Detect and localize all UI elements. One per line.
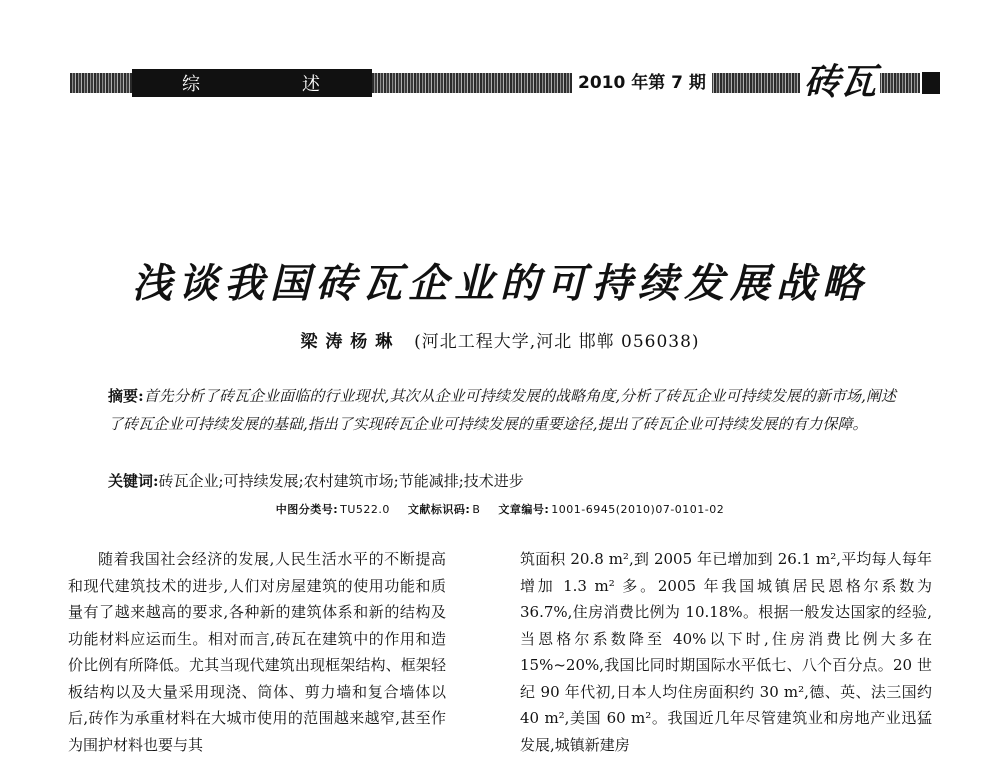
author-line xyxy=(0,327,1000,352)
issue-number: 2010 年第 7 期 xyxy=(572,70,712,96)
journal-logo: 砖瓦 xyxy=(800,60,880,104)
clc-label: 中图分类号: xyxy=(275,503,339,516)
article-no-value: 1001-6945(2010)07-0101-02 xyxy=(551,503,725,516)
header-stripe-left xyxy=(70,73,132,93)
doc-code-value: B xyxy=(472,503,481,516)
author-affiliation: (河北工程大学,河北 邯郸 056038) xyxy=(414,332,700,352)
article-title: 浅谈我国砖瓦企业的可持续发展战略 xyxy=(132,260,868,307)
header-band xyxy=(70,61,940,103)
body-column-left: 随着我国社会经济的发展,人民生活水平的不断提高和现代建筑技术的进步,人们对房屋建筑的使用功能和质量有了越来越高的要求,各种新的建筑体系和新的结构及功能材料应运而生。相对而言,砖瓦在建筑中的作用和造价比例有所降低。尤其当现代建筑出现框架结构、框架轻板结构以及大量采用现浇、筒体、剪力墙和复合墙体以后,砖作为承重材料在大城市使用的范围越来越窄,甚至作为围护材料也要与其 xyxy=(68,550,446,754)
classification-line xyxy=(0,501,1000,517)
abstract-label: 摘要: xyxy=(108,387,144,405)
author-names: 梁 涛 杨 琳 xyxy=(300,332,394,352)
abstract xyxy=(108,382,896,438)
section-label-char-2: 述 xyxy=(302,74,322,95)
body-column-right: 筑面积 20.8 m²,到 2005 年已增加到 26.1 m²,平均每人每年增加 1.3 m² 多。2005 年我国城镇居民恩格尔系数为 36.7%,住房消费比例为 10.18%。根据一般发达国家的经验,当恩格尔系数降至 40%以下时,住房消费比例大多在 15%~20%,我国比同时期国际水平低七、八个百分点。20 世纪 90 年代初,日本人均住房面积约 30 m²,德、英、法三国约 40 m²,美国 60 m²。我国近几年尽管建筑业和房地产业迅猛发展,城镇新建房 xyxy=(520,550,932,754)
section-label-char-1: 综 xyxy=(182,74,202,95)
keywords-text: 砖瓦企业;可持续发展;农村建筑市场;节能减排;技术进步 xyxy=(158,472,524,490)
abstract-text: 首先分析了砖瓦企业面临的行业现状,其次从企业可持续发展的战略角度,分析了砖瓦企业可持续发展的新市场,阐述了砖瓦企业可持续发展的基础,指出了实现砖瓦企业可持续发展的重要途径,提出了砖瓦企业可持续发展的有力保障。 xyxy=(108,387,896,433)
doc-code-label: 文献标识码: xyxy=(407,503,471,516)
clc-value: TU522.0 xyxy=(340,503,390,516)
header-end-block xyxy=(922,72,940,94)
article-no-label: 文章编号: xyxy=(498,503,550,516)
keywords xyxy=(108,468,896,494)
keywords-label: 关键词: xyxy=(108,472,159,490)
section-label xyxy=(132,69,372,97)
